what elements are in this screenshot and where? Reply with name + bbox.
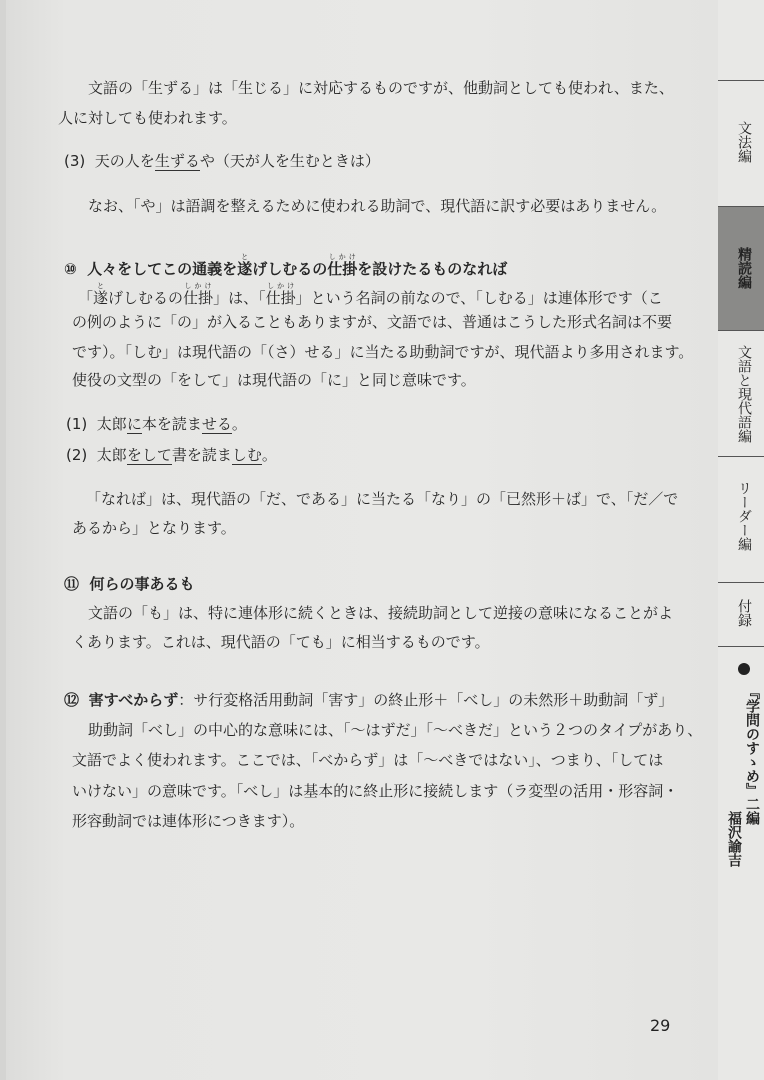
example-1: (1) 太郎に本を読ませる。 xyxy=(66,415,247,433)
paragraph-line: 文語でよく使われます。ここでは、「べからず」は「～べきではない」、つまり、「しては xyxy=(72,751,664,769)
book-title: 『学問のすゝめ』二編 xyxy=(744,685,760,825)
section-number: ⑩ xyxy=(64,260,77,278)
paragraph-line: 「遂とげしむるの仕掛しかけ」は、「仕掛しかけ」という名詞の前なので、「しむる」は連体形です（こ xyxy=(78,282,663,307)
underlined-word: 生ずる xyxy=(154,152,200,170)
example-number: (1) xyxy=(66,415,88,433)
bullet-icon xyxy=(738,663,750,675)
example-number: (2) xyxy=(66,446,88,464)
tab-close-reading[interactable]: 精読編 xyxy=(718,206,764,330)
paragraph-line: 「なれば」は、現代語の「だ、である」に当たる「なり」の「已然形＋ば」で、「だ／で xyxy=(86,490,679,508)
example-2: (2) 太郎をして書を読ましむ。 xyxy=(66,446,277,464)
page-number: 29 xyxy=(650,1016,671,1035)
tab-grammar[interactable]: 文法編 xyxy=(718,80,764,206)
side-index-tabs xyxy=(718,0,764,1080)
paragraph-line: 形容動詞では連体形につきます）。 xyxy=(72,812,305,830)
section-10-heading: ⑩ 人々をしてこの通義を遂とげしむるの仕掛しかけを設けたるものなれば xyxy=(64,253,508,278)
paragraph-line: あるから」となります。 xyxy=(72,519,236,537)
section-number: ⑪ xyxy=(64,575,80,593)
page xyxy=(6,0,764,1080)
main-content xyxy=(6,0,718,1080)
paragraph-line: 文語の「生ずる」は「生じる」に対応するものですが、他動詞としても使われ、また、 xyxy=(88,79,674,97)
section-11-heading: ⑪ 何らの事あるも xyxy=(64,575,195,593)
paragraph-line: 人に対しても使われます。 xyxy=(58,109,237,127)
section-number: ⑫ xyxy=(64,691,80,709)
book-author: 福沢諭吉 xyxy=(726,811,742,867)
tab-appendix[interactable]: 付録 xyxy=(718,582,764,646)
paragraph-line: 使役の文型の「をして」は現代語の「に」と同じ意味です。 xyxy=(72,371,476,389)
section-12-heading: ⑫ 害すべからず：サ行変格活用動詞「害す」の終止形＋「べし」の未然形＋助動詞「ず」 xyxy=(64,691,674,709)
example-3: (3) 天の人を生ずるや（天が人を生むときは） xyxy=(64,152,380,170)
paragraph-line: 助動詞「べし」の中心的な意味には、「～はずだ」「～べきだ」という２つのタイプがあり、 xyxy=(88,721,703,739)
tab-reader[interactable]: リーダー編 xyxy=(718,456,764,582)
paragraph-line: 文語の「も」は、特に連体形に続くときは、接続助詞として逆接の意味になることがよ xyxy=(88,604,674,622)
paragraph-line: くあります。これは、現代語の「ても」に相当するものです。 xyxy=(72,633,490,651)
paragraph-line: なお、「や」は語調を整えるために使われる助詞で、現代語に訳す必要はありません。 xyxy=(88,197,667,215)
paragraph-line: です）。「しむ」は現代語の「（さ）せる」に当たる助動詞ですが、現代語より多用されます。 xyxy=(72,343,694,361)
paragraph-line: の例のように「の」が入ることもありますが、文語では、普通はこうした形式名詞は不要 xyxy=(72,313,673,331)
tab-book-info xyxy=(718,646,764,1080)
example-number: (3) xyxy=(64,152,86,170)
paragraph-line: いけない」の意味です。「べし」は基本的に終止形に接続します（ラ変型の活用・形容詞・ xyxy=(72,782,679,800)
tab-classical-modern[interactable]: 文語と現代語編 xyxy=(718,330,764,456)
